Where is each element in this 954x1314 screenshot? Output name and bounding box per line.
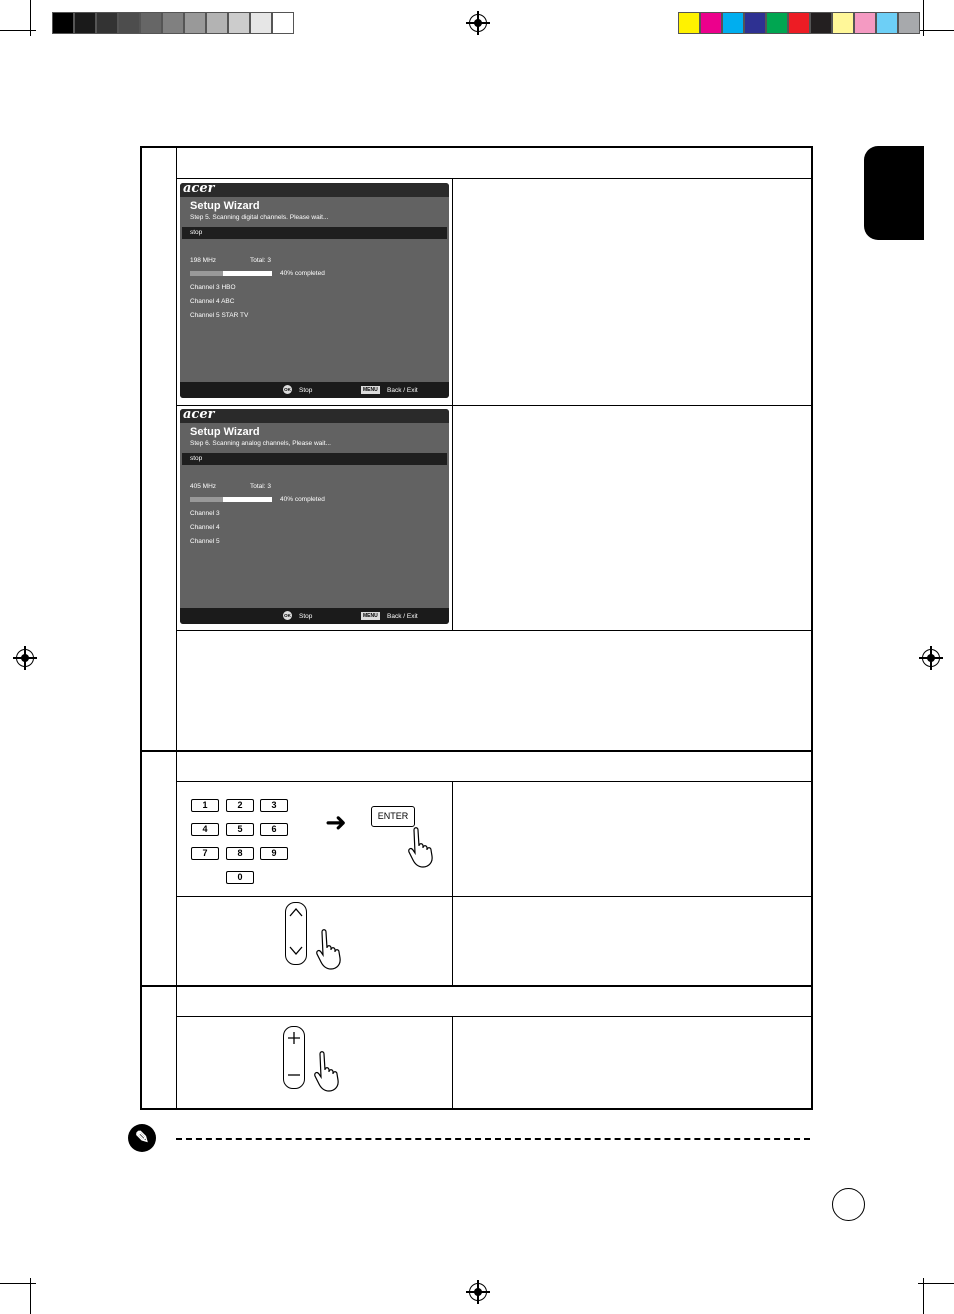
table-divider [176,405,812,406]
progress-label: 40% completed [280,496,325,503]
table-divider [176,146,177,1110]
tv-screen-digital-scan [180,183,449,398]
key-6[interactable]: 6 [260,823,288,836]
acer-logo: acer [183,409,215,422]
table-divider [176,781,812,782]
minus-icon [286,1070,302,1080]
progress-label: 40% completed [280,270,325,277]
total-count: Total: 3 [250,257,271,264]
key-8[interactable]: 8 [226,847,254,860]
stop-menu-label: stop [190,229,203,236]
stop-menu-item[interactable] [182,227,447,239]
color-swatch [854,12,876,34]
key-4[interactable]: 4 [191,823,219,836]
color-swatch [140,12,162,34]
stop-menu-label: stop [190,455,203,462]
pointing-hand-icon [406,826,440,868]
table-divider [452,781,453,985]
page-number-circle [832,1188,865,1221]
key-7[interactable]: 7 [191,847,219,860]
color-swatch [184,12,206,34]
screen-header-bar [180,409,449,423]
pointing-hand-icon [312,1050,346,1092]
key-9[interactable]: 9 [260,847,288,860]
channel-item: Channel 3 [190,510,220,517]
color-swatch [74,12,96,34]
color-swatch [898,12,920,34]
table-divider [140,750,813,752]
registration-mark-icon [469,1283,487,1301]
color-swatch [876,12,898,34]
progress-fill [223,271,272,276]
color-swatch [810,12,832,34]
pointing-hand-icon [314,928,348,970]
color-swatch [678,12,700,34]
crop-mark [918,1283,954,1284]
color-swatch [250,12,272,34]
tv-screen-analog-scan [180,409,449,624]
frequency-readout: 198 MHz [190,257,217,264]
ok-button-icon: OK [284,613,291,618]
color-swatch [832,12,854,34]
color-swatch [206,12,228,34]
registration-mark-icon [469,14,487,32]
channel-item: Channel 4 ABC [190,298,235,305]
channel-item: Channel 3 HBO [190,284,236,291]
color-swatch [744,12,766,34]
progress-bar [190,271,272,276]
registration-mark-icon [16,649,34,667]
crop-mark [0,30,36,31]
back-exit-hint: Back / Exit [387,613,418,620]
table-divider [140,985,813,987]
language-tab [864,146,924,240]
crop-mark [918,30,954,31]
color-swatch [788,12,810,34]
stop-hint: Stop [299,613,313,620]
wizard-title: Setup Wizard [190,426,260,438]
step-text: Step 5. Scanning digital channels. Please wait... [190,214,329,221]
channel-item: Channel 5 [190,538,220,545]
note-pencil-icon: ✎ [128,1124,156,1152]
color-swatch [162,12,184,34]
process-color-bar [678,12,920,34]
chevron-up-icon [288,907,304,917]
menu-button-icon: MENU [363,613,378,619]
channel-item: Channel 5 STAR TV [190,312,249,319]
progress-bar [190,497,272,502]
color-swatch [272,12,294,34]
note-divider [176,1138,810,1140]
step-text: Step 6. Scanning analog channels, Please wait... [190,440,331,447]
registration-mark-icon [922,649,940,667]
right-arrow-icon: ➜ [325,807,347,837]
wizard-title: Setup Wizard [190,200,260,212]
screen-header-bar [180,183,449,197]
color-swatch [118,12,140,34]
plus-icon [286,1030,302,1046]
chevron-down-icon [288,946,304,956]
table-divider [452,1016,453,1109]
color-swatch [228,12,250,34]
grayscale-color-bar [52,12,294,34]
stop-menu-item[interactable] [182,453,447,465]
color-swatch [722,12,744,34]
total-count: Total: 3 [250,483,271,490]
key-5[interactable]: 5 [226,823,254,836]
key-0[interactable]: 0 [226,871,254,884]
table-divider [176,178,812,179]
stop-hint: Stop [299,387,313,394]
ok-button-icon: OK [284,387,291,392]
acer-logo: acer [183,183,215,196]
crop-mark [0,1283,36,1284]
table-divider [176,896,812,897]
color-swatch [96,12,118,34]
key-2[interactable]: 2 [226,799,254,812]
color-swatch [766,12,788,34]
key-3[interactable]: 3 [260,799,288,812]
table-divider [176,630,812,631]
table-divider [176,1016,812,1017]
table-divider [452,178,453,630]
color-swatch [52,12,74,34]
back-exit-hint: Back / Exit [387,387,418,394]
enter-button[interactable]: ENTER [371,806,415,827]
frequency-readout: 405 MHz [190,483,217,490]
progress-fill [223,497,272,502]
menu-button-icon: MENU [363,387,378,393]
channel-item: Channel 4 [190,524,220,531]
key-1[interactable]: 1 [191,799,219,812]
color-swatch [700,12,722,34]
